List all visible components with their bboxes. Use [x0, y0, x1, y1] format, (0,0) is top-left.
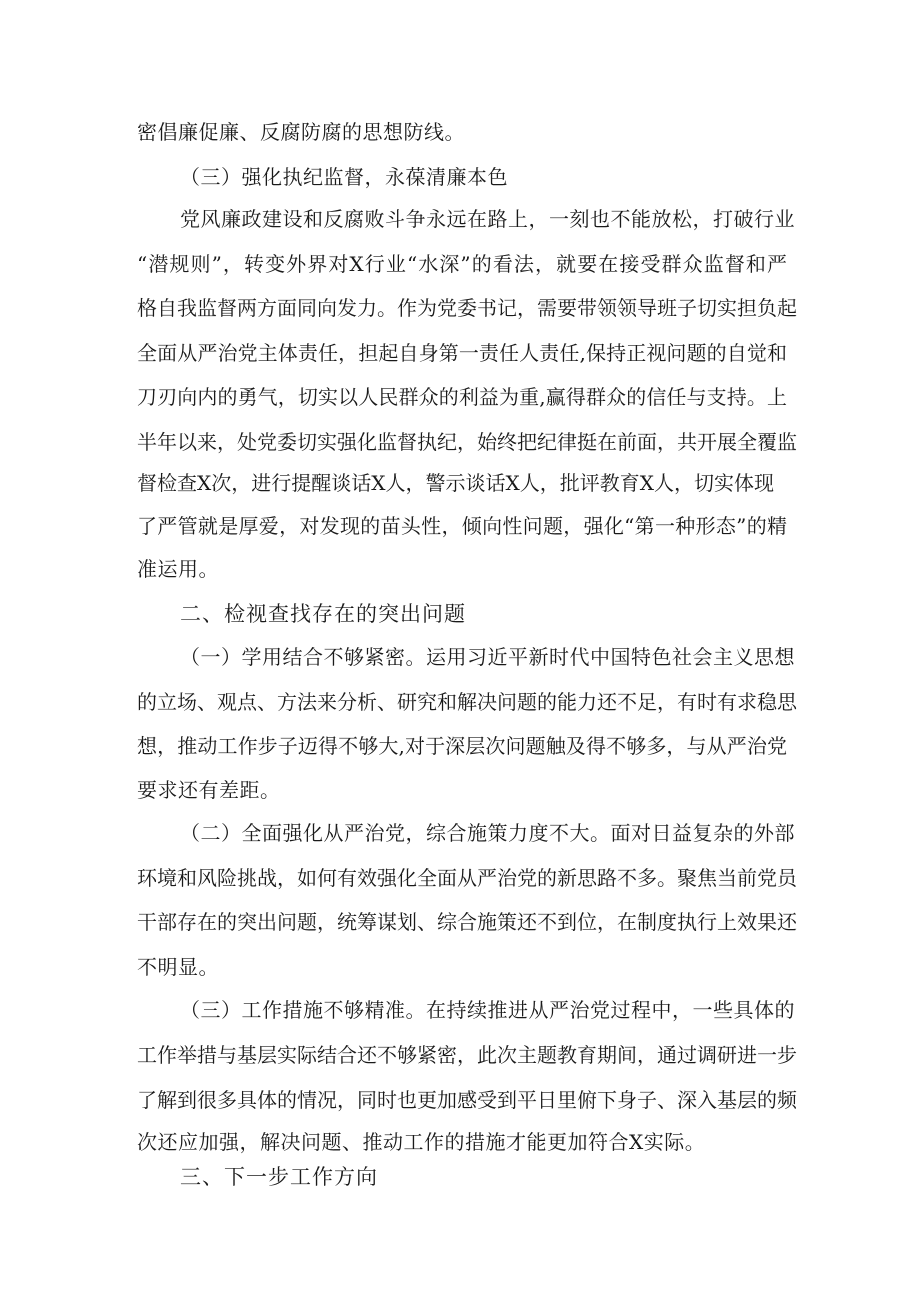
paragraph-line: 环境和风险挑战，如何有效强化全面从严治党的新思路不多。聚焦当前党员 — [137, 866, 797, 890]
section-heading: 二、检视查找存在的突出问题 — [180, 602, 466, 626]
paragraph-line: （一）学用结合不够紧密。运用习近平新时代中国特色社会主义思想 — [180, 645, 795, 669]
subheading: （三）强化执纪监督，永葆清廉本色 — [180, 165, 508, 189]
paragraph-line: 半年以来，处党委切实强化监督执纪，始终把纪律挺在前面，共开展全覆监 — [137, 430, 797, 454]
paragraph-line: “潜规则”，转变外界对X行业“水深”的看法，就要在接受群众监督和严 — [137, 252, 787, 276]
paragraph-line: 的立场、观点、方法来分析、研究和解决问题的能力还不足，有时有求稳思 — [137, 690, 797, 714]
paragraph-line: 格自我监督两方面同向发力。作为党委书记，需要带领领导班子切实担负起 — [137, 296, 797, 320]
paragraph-line: 密倡廉促廉、反腐防腐的思想防线。 — [137, 120, 465, 144]
paragraph-line: 干部存在的突出问题，统筹谋划、综合施策还不到位，在制度执行上效果还 — [137, 910, 797, 934]
paragraph-line: 准运用。 — [137, 557, 219, 581]
paragraph-line: 刀刃向内的勇气，切实以人民群众的利益为重,赢得群众的信任与支持。上 — [137, 385, 787, 409]
paragraph-line: 了严管就是厚爱，对发现的苗头性，倾向性问题，强化“第一种形态”的精 — [137, 514, 787, 538]
paragraph-line: （三）工作措施不够精准。在持续推进从严治党过程中，一些具体的 — [180, 998, 795, 1022]
section-heading: 三、下一步工作方向 — [180, 1165, 378, 1189]
paragraph-line: 次还应加强，解决问题、推动工作的措施才能更加符合X实际。 — [137, 1130, 706, 1154]
paragraph-line: 不明显。 — [137, 955, 219, 979]
paragraph-line: 了解到很多具体的情况，同时也更加感受到平日里俯下身子、深入基层的频 — [137, 1088, 797, 1112]
paragraph-line: 要求还有差距。 — [137, 778, 281, 802]
paragraph-line: 工作举措与基层实际结合还不够紧密，此次主题教育期间，通过调研进一步 — [137, 1043, 797, 1067]
paragraph-line: 督检查X次，进行提醒谈话X人，警示谈话X人，批评教育X人，切实体现 — [137, 471, 774, 495]
paragraph-line: 想，推动工作步子迈得不够大,对于深层次问题触及得不够多，与从严治党 — [137, 734, 787, 758]
paragraph-line: 全面从严治党主体责任，担起自身第一责任人责任,保持正视问题的自觉和 — [137, 341, 787, 365]
paragraph-line: （二）全面强化从严治党，综合施策力度不大。面对日益复杂的外部 — [180, 821, 795, 845]
paragraph-line: 党风廉政建设和反腐败斗争永远在路上，一刻也不能放松，打破行业 — [180, 207, 795, 231]
